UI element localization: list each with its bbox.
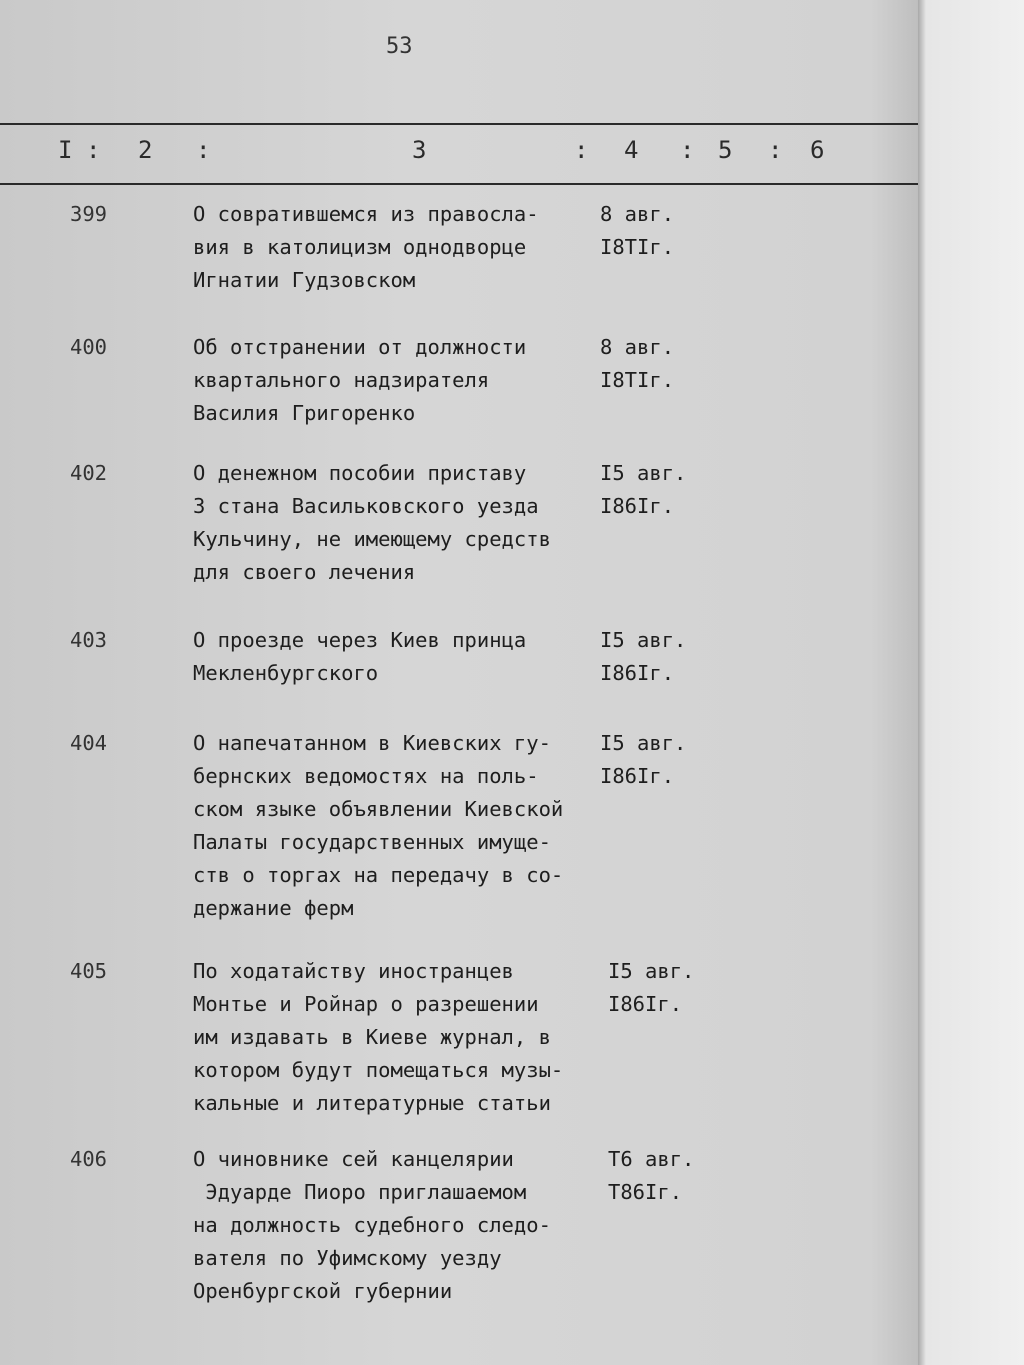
col-header-2: 2 (138, 136, 153, 164)
date-line: T6 авг. (608, 1147, 695, 1171)
entry-description (193, 727, 563, 925)
col-header-1: I (58, 136, 73, 164)
entry-number: 399 (70, 202, 108, 226)
description-line: на должность судебного следо- (193, 1213, 551, 1237)
date-line: 8 авг. (600, 202, 675, 226)
date-line: I5 авг. (600, 461, 687, 485)
description-line: ств о торгах на передачу в со- (193, 863, 564, 887)
description-line: котором будут помещаться музы- (193, 1058, 564, 1082)
description-line: О напечатанном в Киевских гу- (193, 731, 551, 755)
entry-date (608, 955, 694, 1021)
entry-number: 402 (70, 461, 108, 485)
date-line: I5 авг. (600, 731, 687, 755)
date-line: I5 авг. (608, 959, 695, 983)
description-line: вия в католицизм однодворце (193, 235, 527, 259)
entry-description (193, 457, 551, 589)
header-top-rule (0, 123, 918, 125)
description-line: 3 стана Васильковского уезда (193, 494, 539, 518)
col-header-4: 4 (624, 136, 639, 164)
entry-number: 406 (70, 1147, 108, 1171)
description-line: им издавать в Киеве журнал, в (193, 1025, 551, 1049)
date-line: T86Iг. (608, 1180, 683, 1204)
description-line: кальные и литературные статьи (193, 1091, 551, 1115)
entry-number: 403 (70, 628, 108, 652)
description-line: О совратившемся из правосла- (193, 202, 539, 226)
description-line: Василия Григоренко (193, 401, 416, 425)
description-line: для своего лечения (193, 560, 416, 584)
description-line: Оренбургской губернии (193, 1279, 453, 1303)
entry-date (600, 624, 686, 690)
description-line: Игнатии Гудзовском (193, 268, 416, 292)
entry-date (600, 198, 674, 264)
entry-date (600, 331, 674, 397)
description-line: По ходатайству иностранцев (193, 959, 514, 983)
description-line: вателя по Уфимскому уезду (193, 1246, 502, 1270)
date-line: I5 авг. (600, 628, 687, 652)
date-line: I8TIг. (600, 368, 675, 392)
header-bottom-rule (0, 183, 918, 185)
next-page-edge (918, 0, 1024, 1365)
entry-description (193, 624, 526, 690)
description-line: ском языке объявлении Киевской (193, 797, 564, 821)
entry-date (600, 457, 686, 523)
entry-number: 400 (70, 335, 108, 359)
description-line: держание ферм (193, 896, 354, 920)
description-line: О проезде через Киев принца (193, 628, 527, 652)
description-line: Мекленбургского (193, 661, 379, 685)
description-line: Эдуарде Пиоро приглашаемом (193, 1180, 527, 1204)
description-line: Кульчину, не имеющему средств (193, 527, 551, 551)
date-line: I86Iг. (600, 764, 675, 788)
date-line: 8 авг. (600, 335, 675, 359)
date-line: I86Iг. (608, 992, 683, 1016)
description-line: Палаты государственных имуще- (193, 830, 551, 854)
description-line: бернских ведомостях на поль- (193, 764, 539, 788)
entry-date (608, 1143, 694, 1209)
col-header-6: 6 (810, 136, 825, 164)
col-header-3: 3 (412, 136, 427, 164)
entry-number: 404 (70, 731, 108, 755)
date-line: I86Iг. (600, 661, 675, 685)
entry-description (193, 955, 563, 1120)
entry-description (193, 198, 539, 297)
description-line: Монтье и Ройнар о разрешении (193, 992, 539, 1016)
description-line: квартального надзирателя (193, 368, 490, 392)
date-line: I8TIг. (600, 235, 675, 259)
entry-date (600, 727, 686, 793)
description-line: О чиновнике сей канцелярии (193, 1147, 514, 1171)
page-number: 53 (386, 34, 413, 59)
entry-number: 405 (70, 959, 108, 983)
date-line: I86Iг. (600, 494, 675, 518)
description-line: Об отстранении от должности (193, 335, 527, 359)
entry-description (193, 331, 526, 430)
description-line: О денежном пособии приставу (193, 461, 527, 485)
entry-description (193, 1143, 551, 1308)
col-header-5: 5 (718, 136, 733, 164)
